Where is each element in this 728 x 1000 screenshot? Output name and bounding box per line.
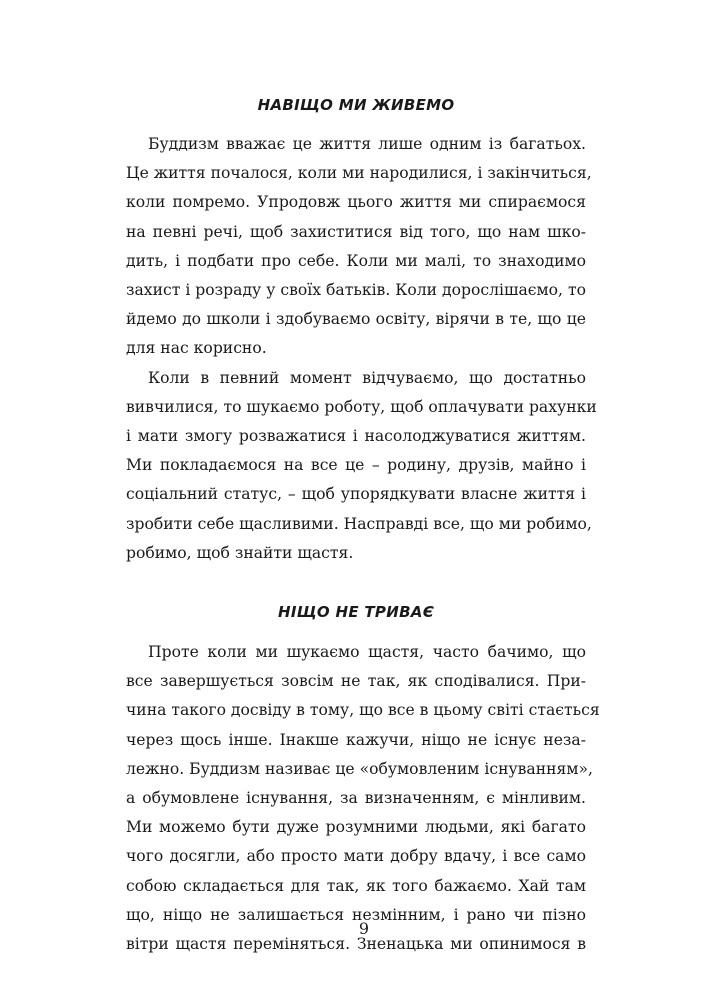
- text-line: Буддизм вважає це життя лише одним із багатьох.: [148, 135, 586, 153]
- text-line: дить, і подбати про себе. Коли ми малі, то знаходимо: [126, 251, 586, 270]
- text-line: Ми можемо бути дуже розумними людьми, які багато: [126, 818, 586, 837]
- text-line: все завершується зовсім не так, як сподівалися. При-: [126, 672, 586, 691]
- text-line: Це життя почалося, коли ми народилися, і закінчиться,: [126, 164, 592, 183]
- text-line: чина такого досвіду в тому, що все в цьому світі стається: [126, 701, 600, 720]
- section-heading-nothing-lasts: НІЩО НЕ ТРИВАЄ: [277, 603, 435, 622]
- paragraph: [126, 364, 597, 568]
- text-line: через щось інше. Інакше кажучи, ніщо не існує неза-: [126, 730, 586, 749]
- text-line: чого досягли, або просто мати добру вдачу, і все само: [126, 847, 586, 866]
- text-line: соціальний статус, – щоб упорядкувати власне життя і: [126, 485, 586, 504]
- text-line: на певні речі, щоб захиститися від того, що нам шко-: [126, 222, 586, 241]
- text-line: зробити себе щасливими. Насправді все, що ми робимо,: [126, 514, 592, 533]
- text-line: йдемо до школи і здобуваємо освіту, вірячи в те, що це: [126, 310, 586, 329]
- text-line: що, ніщо не залишається незмінним, і рано чи пізно: [126, 905, 586, 924]
- paragraph: [126, 130, 592, 364]
- page-content: [126, 95, 600, 959]
- text-line: вітри щастя переміняться. Зненацька ми опинимося в: [126, 935, 586, 954]
- text-line: вивчилися, то шукаємо роботу, щоб оплачувати рахунки: [126, 397, 597, 416]
- text-line: а обумовлене існування, за визначенням, є мінливим.: [126, 789, 586, 808]
- text-line: Проте коли ми шукаємо щастя, часто бачимо, що: [148, 643, 586, 662]
- text-line: Ми покладаємося на все це – родину, друзів, майно і: [126, 456, 586, 475]
- paragraph: [126, 638, 600, 959]
- text-line: і мати змогу розважатися і насолоджуватися життям.: [126, 427, 586, 446]
- text-line: захист і розраду у своїх батьків. Коли дорослішаємо, то: [126, 281, 586, 300]
- section-heading-why-we-live: НАВІЩО МИ ЖИВЕМО: [257, 96, 455, 114]
- text-line: собою складається для так, як того бажаємо. Хай там: [126, 876, 586, 895]
- text-line: коли помремо. Упродовж цього життя ми спираємося: [126, 193, 586, 212]
- text-line: для нас корисно.: [126, 339, 267, 358]
- page-number: 9: [358, 919, 370, 938]
- text-line: лежно. Буддизм називає це «обумовленим існуванням»,: [126, 759, 593, 778]
- text-line: робимо, щоб знайти щастя.: [126, 543, 354, 562]
- text-line: Коли в певний момент відчуваємо, що достатньо: [148, 368, 586, 387]
